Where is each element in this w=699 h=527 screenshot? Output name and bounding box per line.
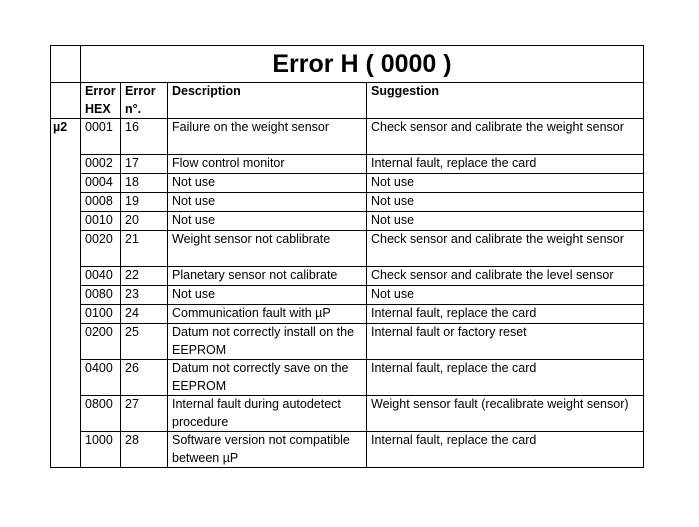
error-suggestion: Internal fault, replace the card [367, 155, 644, 174]
error-description: Weight sensor not cablibrate [168, 231, 367, 267]
error-suggestion: Check sensor and calibrate the level sensor [367, 267, 644, 286]
error-suggestion: Not use [367, 286, 644, 305]
table-row [51, 212, 644, 231]
error-number: 21 [121, 231, 168, 267]
error-description: Failure on the weight sensor [168, 119, 367, 155]
error-hex: 0100 [81, 305, 121, 324]
error-hex: 0001 [81, 119, 121, 155]
corner-cell [51, 46, 81, 83]
table-row [51, 155, 644, 174]
error-number: 24 [121, 305, 168, 324]
error-hex: 1000 [81, 432, 121, 468]
error-description: Not use [168, 193, 367, 212]
error-number: 28 [121, 432, 168, 468]
table-row [51, 231, 644, 267]
error-suggestion: Not use [367, 212, 644, 231]
table-row [51, 324, 644, 360]
group-header-cell [51, 83, 81, 119]
table-row [51, 396, 644, 432]
error-number: 20 [121, 212, 168, 231]
error-description: Communication fault with µP [168, 305, 367, 324]
error-number: 27 [121, 396, 168, 432]
error-number: 19 [121, 193, 168, 212]
error-description: Not use [168, 286, 367, 305]
error-hex: 0080 [81, 286, 121, 305]
column-header-description: Description [168, 83, 367, 119]
table-row [51, 432, 644, 468]
error-hex: 0010 [81, 212, 121, 231]
title-row [51, 46, 644, 83]
error-number: 17 [121, 155, 168, 174]
error-suggestion: Not use [367, 174, 644, 193]
error-suggestion: Internal fault or factory reset [367, 324, 644, 360]
error-description: Not use [168, 212, 367, 231]
error-hex: 0008 [81, 193, 121, 212]
error-hex: 0020 [81, 231, 121, 267]
error-number: 25 [121, 324, 168, 360]
error-description: Flow control monitor [168, 155, 367, 174]
error-hex: 0040 [81, 267, 121, 286]
table-title: Error H ( 0000 ) [81, 46, 644, 83]
error-suggestion: Internal fault, replace the card [367, 432, 644, 468]
error-suggestion: Internal fault, replace the card [367, 360, 644, 396]
error-number: 16 [121, 119, 168, 155]
error-description: Planetary sensor not calibrate [168, 267, 367, 286]
error-description: Datum not correctly save on the EEPROM [168, 360, 367, 396]
table-row [51, 267, 644, 286]
error-suggestion: Check sensor and calibrate the weight sensor [367, 119, 644, 155]
error-hex: 0200 [81, 324, 121, 360]
table-row [51, 305, 644, 324]
error-description: Not use [168, 174, 367, 193]
error-suggestion: Weight sensor fault (recalibrate weight sensor) [367, 396, 644, 432]
error-description: Internal fault during autodetect procedure [168, 396, 367, 432]
error-description: Datum not correctly install on the EEPROM [168, 324, 367, 360]
table-row [51, 174, 644, 193]
error-hex: 0800 [81, 396, 121, 432]
error-hex: 0400 [81, 360, 121, 396]
error-number: 26 [121, 360, 168, 396]
table-row [51, 286, 644, 305]
error-hex: 0004 [81, 174, 121, 193]
table-row [51, 193, 644, 212]
error-suggestion: Check sensor and calibrate the weight sensor [367, 231, 644, 267]
group-label: µ2 [51, 119, 81, 468]
error-suggestion: Internal fault, replace the card [367, 305, 644, 324]
error-number: 18 [121, 174, 168, 193]
error-number: 23 [121, 286, 168, 305]
error-suggestion: Not use [367, 193, 644, 212]
table-row [51, 360, 644, 396]
column-header-number: Error n°. [121, 83, 168, 119]
error-hex: 0002 [81, 155, 121, 174]
error-description: Software version not compatible between µP [168, 432, 367, 468]
column-header-hex: Error HEX [81, 83, 121, 119]
error-number: 22 [121, 267, 168, 286]
error-table [50, 45, 644, 468]
column-header-suggestion: Suggestion [367, 83, 644, 119]
header-row [51, 83, 644, 119]
table-row [51, 119, 644, 155]
